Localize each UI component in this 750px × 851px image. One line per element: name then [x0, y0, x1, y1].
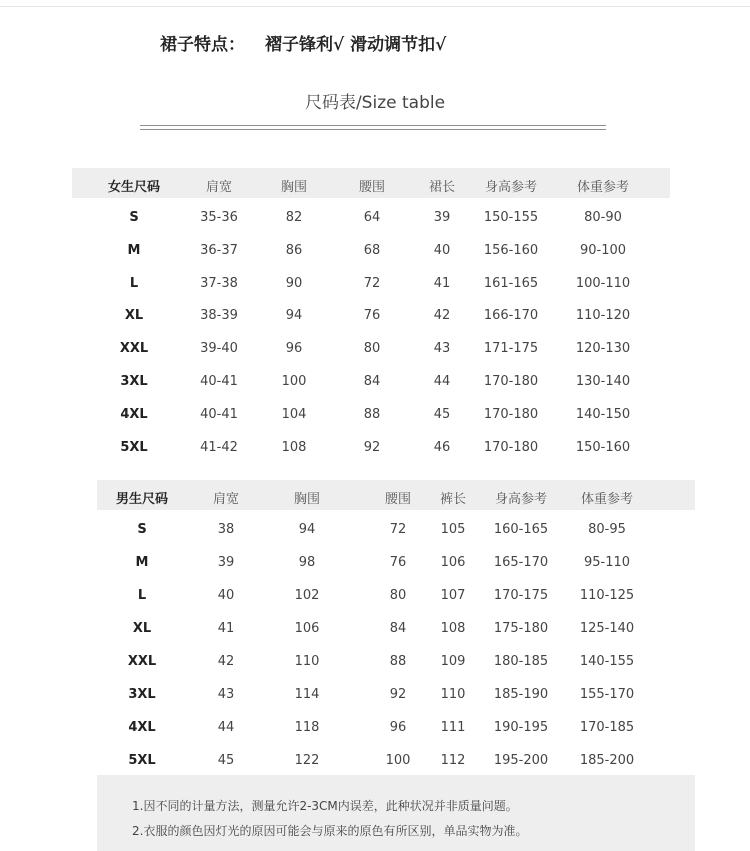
men-cell-shoulder: 40 — [217, 588, 235, 603]
women-cell-waist: 80 — [363, 341, 381, 356]
women-cell-length: 40 — [433, 243, 451, 258]
women-cell-height: 150-155 — [483, 210, 539, 225]
women-cell-weight: 110-120 — [575, 308, 631, 323]
features-label: 裙子特点： — [160, 35, 245, 55]
men-cell-size: 4XL — [128, 720, 156, 735]
men-cell-chest: 110 — [294, 654, 320, 669]
men-cell-shoulder: 42 — [217, 654, 235, 669]
women-cell-waist: 68 — [363, 243, 381, 258]
men-cell-waist: 96 — [389, 720, 407, 735]
men-cell-weight: 170-185 — [579, 720, 635, 735]
men-cell-weight: 140-155 — [579, 654, 635, 669]
men-cell-weight: 185-200 — [579, 753, 635, 768]
men-cell-length: 108 — [440, 621, 466, 636]
men-cell-size: L — [137, 588, 147, 603]
men-cell-shoulder: 43 — [217, 687, 235, 702]
women-cell-weight: 120-130 — [575, 341, 631, 356]
women-cell-weight: 130-140 — [575, 374, 631, 389]
men-cell-height: 195-200 — [493, 753, 549, 768]
men-cell-waist: 92 — [389, 687, 407, 702]
men-cell-height: 180-185 — [493, 654, 549, 669]
women-header-size: 女生尺码 — [107, 180, 161, 195]
men-cell-size: 3XL — [128, 687, 156, 702]
women-cell-height: 170-180 — [483, 407, 539, 422]
men-size-table — [97, 480, 695, 775]
men-cell-weight: 155-170 — [579, 687, 635, 702]
men-cell-length: 107 — [440, 588, 466, 603]
men-header-weight: 体重参考 — [580, 492, 634, 507]
women-cell-waist: 64 — [363, 210, 381, 225]
women-cell-chest: 96 — [285, 341, 303, 356]
men-cell-weight: 110-125 — [579, 588, 635, 603]
women-cell-height: 156-160 — [483, 243, 539, 258]
men-cell-length: 105 — [440, 522, 466, 537]
women-cell-waist: 84 — [363, 374, 381, 389]
men-cell-weight: 80-95 — [588, 522, 626, 537]
features-text: 褶子锋利√ 滑动调节扣√ — [265, 35, 447, 55]
women-size-table — [72, 168, 670, 468]
men-cell-height: 185-190 — [493, 687, 549, 702]
women-cell-length: 45 — [433, 407, 451, 422]
women-cell-height: 161-165 — [483, 276, 539, 291]
women-cell-size: XL — [124, 308, 144, 323]
women-cell-height: 171-175 — [483, 341, 539, 356]
women-cell-chest: 86 — [285, 243, 303, 258]
men-header-waist: 腰围 — [384, 492, 412, 507]
women-header-shoulder: 肩宽 — [205, 180, 233, 195]
women-cell-length: 44 — [433, 374, 451, 389]
men-header-length: 裤长 — [439, 492, 467, 507]
men-cell-shoulder: 45 — [217, 753, 235, 768]
title-rule-top — [140, 125, 606, 126]
men-cell-weight: 95-110 — [583, 555, 631, 570]
skirt-features — [160, 30, 446, 55]
women-cell-size: S — [129, 210, 139, 225]
men-cell-shoulder: 38 — [217, 522, 235, 537]
women-cell-waist: 72 — [363, 276, 381, 291]
women-cell-chest: 100 — [281, 374, 307, 389]
notes-box — [97, 775, 695, 851]
women-cell-size: L — [129, 276, 139, 291]
women-cell-weight: 90-100 — [579, 243, 627, 258]
women-cell-length: 46 — [433, 440, 451, 455]
women-cell-waist: 88 — [363, 407, 381, 422]
women-cell-weight: 80-90 — [584, 210, 622, 225]
women-header-length: 裙长 — [428, 180, 456, 195]
women-cell-height: 170-180 — [483, 440, 539, 455]
men-cell-chest: 102 — [294, 588, 320, 603]
women-cell-waist: 76 — [363, 308, 381, 323]
men-cell-waist: 100 — [385, 753, 411, 768]
women-cell-chest: 104 — [281, 407, 307, 422]
men-cell-size: M — [135, 555, 149, 570]
men-cell-waist: 72 — [389, 522, 407, 537]
women-cell-chest: 90 — [285, 276, 303, 291]
women-cell-chest: 82 — [285, 210, 303, 225]
men-cell-length: 112 — [440, 753, 466, 768]
women-cell-shoulder: 41-42 — [200, 440, 238, 455]
women-header-weight: 体重参考 — [576, 180, 630, 195]
men-cell-length: 109 — [440, 654, 466, 669]
women-header-height: 身高参考 — [484, 180, 538, 195]
men-cell-length: 110 — [440, 687, 466, 702]
women-cell-length: 42 — [433, 308, 451, 323]
men-header-size: 男生尺码 — [115, 492, 169, 507]
men-cell-height: 160-165 — [493, 522, 549, 537]
women-cell-length: 39 — [433, 210, 451, 225]
women-cell-chest: 108 — [281, 440, 307, 455]
women-cell-height: 170-180 — [483, 374, 539, 389]
men-cell-weight: 125-140 — [579, 621, 635, 636]
women-cell-length: 43 — [433, 341, 451, 356]
men-header-height: 身高参考 — [494, 492, 548, 507]
men-cell-shoulder: 44 — [217, 720, 235, 735]
men-cell-size: XXL — [127, 654, 157, 669]
women-header-waist: 腰围 — [358, 180, 386, 195]
men-cell-waist: 84 — [389, 621, 407, 636]
men-cell-chest: 94 — [298, 522, 316, 537]
men-header-shoulder: 肩宽 — [212, 492, 240, 507]
women-cell-size: XXL — [119, 341, 149, 356]
women-cell-shoulder: 35-36 — [200, 210, 238, 225]
page-title: 尺码表/Size table — [304, 93, 446, 113]
women-cell-length: 41 — [433, 276, 451, 291]
men-cell-height: 190-195 — [493, 720, 549, 735]
women-cell-size: 4XL — [120, 407, 148, 422]
women-cell-shoulder: 40-41 — [200, 374, 238, 389]
men-cell-height: 165-170 — [493, 555, 549, 570]
women-cell-waist: 92 — [363, 440, 381, 455]
women-cell-shoulder: 36-37 — [200, 243, 238, 258]
women-cell-weight: 100-110 — [575, 276, 631, 291]
men-cell-size: S — [137, 522, 147, 537]
women-cell-size: 3XL — [120, 374, 148, 389]
women-cell-shoulder: 37-38 — [200, 276, 238, 291]
women-cell-size: M — [127, 243, 141, 258]
top-divider — [0, 6, 750, 7]
men-cell-length: 106 — [440, 555, 466, 570]
men-cell-length: 111 — [440, 720, 466, 735]
women-header-chest: 胸围 — [280, 180, 308, 195]
men-cell-waist: 88 — [389, 654, 407, 669]
note-2: 2.衣服的颜色因灯光的原因可能会与原来的原色有所区别，单品实物为准。 — [132, 824, 528, 838]
men-cell-chest: 106 — [294, 621, 320, 636]
title-rule-bottom — [140, 129, 606, 130]
men-cell-waist: 80 — [389, 588, 407, 603]
men-cell-chest: 114 — [294, 687, 320, 702]
men-cell-height: 175-180 — [493, 621, 549, 636]
women-cell-chest: 94 — [285, 308, 303, 323]
men-cell-shoulder: 39 — [217, 555, 235, 570]
men-cell-size: 5XL — [128, 753, 156, 768]
men-cell-chest: 122 — [294, 753, 320, 768]
men-cell-height: 170-175 — [493, 588, 549, 603]
women-cell-size: 5XL — [120, 440, 148, 455]
women-cell-weight: 150-160 — [575, 440, 631, 455]
men-header-chest: 胸围 — [293, 492, 321, 507]
note-1: 1.因不同的计量方法，测量允许2-3CM内误差，此种状况并非质量问题。 — [132, 799, 518, 813]
women-cell-height: 166-170 — [483, 308, 539, 323]
men-cell-chest: 98 — [298, 555, 316, 570]
women-cell-weight: 140-150 — [575, 407, 631, 422]
women-cell-shoulder: 40-41 — [200, 407, 238, 422]
men-cell-chest: 118 — [294, 720, 320, 735]
women-cell-shoulder: 38-39 — [200, 308, 238, 323]
men-cell-size: XL — [132, 621, 152, 636]
women-cell-shoulder: 39-40 — [200, 341, 238, 356]
men-cell-waist: 76 — [389, 555, 407, 570]
men-cell-shoulder: 41 — [217, 621, 235, 636]
